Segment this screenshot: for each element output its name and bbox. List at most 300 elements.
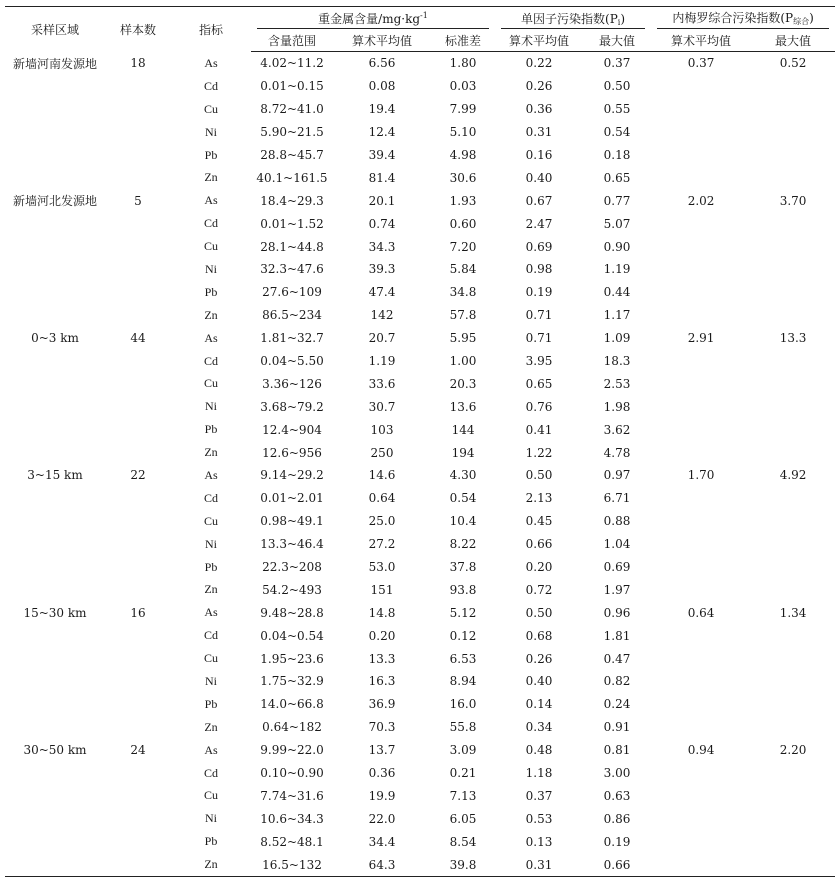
region-cell-empty	[5, 75, 105, 98]
table-row	[5, 556, 835, 579]
pi-max-cell: 0.44	[603, 285, 631, 300]
pi-max-cell: 0.96	[603, 605, 631, 620]
sample-count-cell-empty	[105, 510, 171, 533]
indicator-cell: As	[204, 330, 218, 345]
region-cell: 15~30 km	[23, 605, 87, 620]
std-cell: 1.00	[449, 354, 477, 369]
mean-cell: 25.0	[368, 514, 396, 529]
pi-max-cell: 1.81	[603, 628, 631, 643]
region-cell-empty	[5, 304, 105, 327]
p-mean-cell-empty	[651, 670, 751, 693]
header-indicator: 指标	[171, 7, 251, 52]
indicator-cell: Ni	[205, 261, 217, 276]
indicator-cell: Pb	[204, 422, 218, 437]
pi-mean-cell: 0.26	[525, 79, 553, 94]
region-cell-empty	[5, 693, 105, 716]
region-cell-empty	[5, 372, 105, 395]
pi-mean-cell: 0.41	[525, 422, 553, 437]
mean-cell: 13.7	[368, 743, 396, 758]
pi-mean-cell: 0.71	[525, 308, 553, 323]
table-row	[5, 693, 835, 716]
region-cell-empty	[5, 281, 105, 304]
region-cell-empty	[5, 807, 105, 830]
indicator-cell: Cu	[203, 376, 218, 391]
header-range: 含量范围	[251, 29, 333, 52]
p-mean-cell-empty	[651, 647, 751, 670]
std-cell: 1.93	[449, 193, 477, 208]
range-cell: 9.48~28.8	[260, 605, 324, 620]
table-row	[5, 670, 835, 693]
p-max-cell-empty	[751, 487, 835, 510]
p-max-cell: 13.3	[779, 331, 807, 346]
p-max-cell-empty	[751, 121, 835, 144]
indicator-cell: Pb	[204, 834, 218, 849]
mean-cell: 47.4	[368, 285, 396, 300]
p-max-cell: 4.92	[779, 468, 807, 483]
mean-cell: 0.20	[368, 628, 396, 643]
indicator-cell: Cd	[203, 353, 218, 368]
p-mean-cell-empty	[651, 624, 751, 647]
header-region: 采样区域	[5, 7, 105, 52]
table-row	[5, 327, 835, 350]
std-cell: 20.3	[449, 376, 477, 391]
pi-mean-cell: 0.20	[525, 560, 553, 575]
range-cell: 28.1~44.8	[260, 239, 324, 254]
mean-cell: 39.3	[368, 262, 396, 277]
region-cell-empty	[5, 624, 105, 647]
indicator-cell: As	[204, 467, 218, 482]
indicator-cell: Zn	[204, 307, 218, 322]
indicator-cell: Cd	[203, 628, 218, 643]
p-mean-cell-empty	[651, 785, 751, 808]
pi-max-cell: 0.37	[603, 56, 631, 71]
sample-count-cell-empty	[105, 762, 171, 785]
pi-mean-cell: 0.72	[525, 582, 553, 597]
std-cell: 1.80	[449, 56, 477, 71]
mean-cell: 22.0	[368, 811, 396, 826]
table-row	[5, 395, 835, 418]
pi-max-cell: 0.88	[603, 514, 631, 529]
mean-cell: 151	[370, 582, 394, 597]
pi-mean-cell: 0.34	[525, 720, 553, 735]
region-cell-empty	[5, 144, 105, 167]
region-cell-empty	[5, 762, 105, 785]
range-cell: 40.1~161.5	[256, 170, 328, 185]
mean-cell: 36.9	[368, 697, 396, 712]
indicator-cell: Zn	[204, 582, 218, 597]
range-cell: 1.81~32.7	[260, 331, 324, 346]
p-max-cell: 0.52	[779, 56, 807, 71]
range-cell: 5.90~21.5	[260, 125, 324, 140]
pi-max-cell: 0.82	[603, 674, 631, 689]
pi-mean-cell: 0.36	[525, 102, 553, 117]
indicator-cell: Ni	[205, 673, 217, 688]
p-max-cell-empty	[751, 510, 835, 533]
pi-max-cell: 0.50	[603, 79, 631, 94]
indicator-cell: As	[204, 55, 218, 70]
header-p-max: 最大值	[751, 29, 835, 52]
indicator-cell: Cu	[203, 513, 218, 528]
table-row	[5, 578, 835, 601]
pi-max-cell: 0.77	[603, 193, 631, 208]
p-mean-cell-empty	[651, 556, 751, 579]
header-pi-max: 最大值	[583, 29, 651, 52]
pi-mean-cell: 0.69	[525, 239, 553, 254]
range-cell: 1.75~32.9	[260, 674, 324, 689]
pi-max-cell: 0.81	[603, 743, 631, 758]
std-cell: 8.54	[449, 834, 477, 849]
header-std: 标准差	[431, 29, 495, 52]
indicator-cell: Zn	[204, 719, 218, 734]
table-row	[5, 601, 835, 624]
range-cell: 8.72~41.0	[260, 102, 324, 117]
p-max-cell-empty	[751, 670, 835, 693]
mean-cell: 70.3	[368, 720, 396, 735]
header-pi-mean: 算术平均值	[495, 29, 583, 52]
std-cell: 6.05	[449, 811, 477, 826]
table-row	[5, 258, 835, 281]
mean-cell: 16.3	[368, 674, 396, 689]
sample-count-cell-empty	[105, 853, 171, 876]
sample-count-cell-empty	[105, 258, 171, 281]
mean-cell: 53.0	[368, 560, 396, 575]
mean-cell: 64.3	[333, 853, 431, 876]
indicator-cell: Cu	[203, 651, 218, 666]
range-cell: 0.10~0.90	[260, 766, 324, 781]
mean-cell: 19.9	[368, 788, 396, 803]
mean-cell: 39.4	[368, 148, 396, 162]
range-cell: 12.6~956	[262, 445, 322, 460]
region-cell: 3~15 km	[27, 468, 83, 483]
region-cell-empty	[5, 647, 105, 670]
p-max-cell-empty	[751, 441, 835, 464]
std-cell: 55.8	[449, 720, 477, 735]
p-mean-cell: 2.91	[687, 331, 715, 346]
pi-mean-cell: 0.31	[525, 125, 553, 140]
sample-count-cell-empty	[105, 372, 171, 395]
content-group-unit-exp: -1	[420, 10, 428, 20]
pi-max-cell: 0.47	[603, 651, 631, 666]
table-row	[5, 441, 835, 464]
std-cell: 7.20	[449, 239, 477, 254]
p-mean-cell-empty	[651, 212, 751, 235]
pi-max-cell: 0.69	[603, 560, 631, 575]
sample-count-cell: 5	[134, 193, 142, 208]
range-cell: 8.52~48.1	[260, 834, 324, 849]
mean-cell: 0.74	[368, 216, 396, 231]
indicator-cell: As	[204, 193, 218, 208]
p-max-cell-empty	[751, 372, 835, 395]
p-mean-cell-empty	[651, 441, 751, 464]
std-cell: 144	[451, 422, 475, 437]
std-cell: 16.0	[449, 697, 477, 712]
sample-count-cell-empty	[105, 785, 171, 808]
pi-max-cell: 18.3	[603, 354, 631, 369]
pi-max-cell: 1.04	[603, 537, 631, 552]
sample-count-cell-empty	[105, 281, 171, 304]
pi-max-cell: 0.55	[603, 102, 631, 117]
range-cell: 54.2~493	[262, 582, 322, 597]
sample-count-cell-empty	[105, 830, 171, 853]
pi-max-cell: 2.53	[603, 376, 631, 391]
region-cell-empty	[5, 853, 105, 876]
pi-max-cell: 4.78	[603, 445, 631, 460]
range-cell: 12.4~904	[262, 422, 322, 437]
region-cell-empty	[5, 556, 105, 579]
region-cell-empty	[5, 395, 105, 418]
pi-mean-cell: 0.13	[525, 834, 553, 849]
p-max-cell-empty	[751, 785, 835, 808]
region-cell-empty	[5, 830, 105, 853]
sample-count-cell: 18	[130, 56, 146, 71]
sample-count-cell-empty	[105, 487, 171, 510]
indicator-cell: Cd	[203, 78, 218, 93]
sample-count-cell-empty	[105, 647, 171, 670]
sample-count-cell-empty	[105, 807, 171, 830]
std-cell: 10.4	[449, 514, 477, 529]
content-group-label: 重金属含量/mg·kg	[318, 11, 421, 26]
pi-max-cell: 1.09	[603, 331, 631, 346]
p-max-cell-empty	[751, 395, 835, 418]
p-max-cell: 1.34	[779, 605, 807, 620]
nemerow-group-label: 内梅罗综合污染指数(P	[672, 11, 794, 25]
p-mean-cell-empty	[651, 235, 751, 258]
pi-max-cell: 0.18	[603, 148, 631, 162]
mean-cell: 142	[370, 308, 394, 323]
mean-cell: 30.7	[368, 399, 396, 414]
std-cell: 8.22	[449, 537, 477, 552]
table-row	[5, 762, 835, 785]
pi-mean-cell: 3.95	[525, 354, 553, 369]
pi-mean-cell: 0.53	[525, 811, 553, 826]
std-cell: 7.13	[449, 788, 477, 803]
pi-mean-cell: 0.45	[525, 514, 553, 529]
p-max-cell-empty	[751, 807, 835, 830]
range-cell: 0.01~1.52	[260, 216, 324, 231]
p-mean-cell-empty	[651, 304, 751, 327]
indicator-cell: Pb	[204, 696, 218, 711]
std-cell: 30.6	[449, 170, 477, 185]
p-mean-cell-empty	[651, 487, 751, 510]
pi-max-cell: 0.86	[603, 811, 631, 826]
sample-count-cell-empty	[105, 556, 171, 579]
mean-cell: 14.8	[368, 605, 396, 620]
std-cell: 4.98	[449, 148, 477, 162]
table-row	[5, 304, 835, 327]
p-mean-cell: 1.70	[687, 468, 715, 483]
mean-cell: 34.4	[368, 834, 396, 849]
indicator-cell: Cd	[203, 765, 218, 780]
range-cell: 0.01~2.01	[260, 491, 324, 506]
pi-max-cell: 0.65	[603, 170, 631, 185]
region-cell-empty	[5, 578, 105, 601]
range-cell: 13.3~46.4	[260, 537, 324, 552]
pi-max-cell: 0.66	[583, 853, 651, 876]
p-max-cell-empty	[751, 853, 835, 876]
table-row	[5, 624, 835, 647]
std-cell: 7.99	[449, 102, 477, 117]
range-cell: 0.64~182	[262, 720, 322, 735]
p-mean-cell-empty	[651, 98, 751, 121]
table-row	[5, 464, 835, 487]
p-max-cell: 3.70	[779, 193, 807, 208]
table-row	[5, 487, 835, 510]
std-cell: 34.8	[449, 285, 477, 300]
pi-max-cell: 1.98	[603, 399, 631, 414]
region-cell-empty	[5, 441, 105, 464]
pi-max-cell: 1.19	[603, 262, 631, 277]
pi-max-cell: 1.97	[603, 582, 631, 597]
region-cell-empty	[5, 510, 105, 533]
std-cell: 5.12	[449, 605, 477, 620]
indicator-cell: As	[204, 605, 218, 620]
p-mean-cell: 0.37	[687, 56, 715, 71]
pi-max-cell: 1.17	[603, 308, 631, 323]
pi-mean-cell: 1.22	[525, 445, 553, 460]
mean-cell: 6.56	[368, 56, 396, 71]
single-group-end: )	[620, 11, 626, 26]
sample-count-cell-empty	[105, 418, 171, 441]
pi-mean-cell: 0.71	[525, 331, 553, 346]
range-cell: 10.6~34.3	[260, 811, 324, 826]
nemerow-group-end: )	[809, 11, 814, 25]
mean-cell: 0.36	[368, 766, 396, 781]
region-cell-empty	[5, 350, 105, 373]
p-max-cell-empty	[751, 144, 835, 167]
range-cell: 18.4~29.3	[260, 193, 324, 208]
p-mean-cell-empty	[651, 533, 751, 556]
range-cell: 28.8~45.7	[260, 148, 324, 162]
std-cell: 4.30	[449, 468, 477, 483]
std-cell: 3.09	[449, 743, 477, 758]
mean-cell: 27.2	[368, 537, 396, 552]
mean-cell: 250	[370, 445, 394, 460]
sample-count-cell-empty	[105, 441, 171, 464]
indicator-cell: Cu	[203, 788, 218, 803]
table-row	[5, 372, 835, 395]
sample-count-cell-empty	[105, 304, 171, 327]
mean-cell: 0.64	[368, 491, 396, 506]
indicator-cell: Ni	[205, 124, 217, 139]
p-mean-cell-empty	[651, 418, 751, 441]
std-cell: 93.8	[449, 582, 477, 597]
range-cell: 22.3~208	[262, 560, 322, 575]
sample-count-cell: 44	[130, 331, 146, 346]
region-cell: 0~3 km	[31, 331, 79, 346]
range-cell: 9.99~22.0	[260, 743, 324, 758]
std-cell: 5.95	[449, 331, 477, 346]
p-mean-cell-empty	[651, 166, 751, 189]
std-cell: 8.94	[449, 674, 477, 689]
pi-mean-cell: 0.37	[525, 788, 553, 803]
region-cell-empty	[5, 418, 105, 441]
std-cell: 37.8	[449, 560, 477, 575]
p-max-cell-empty	[751, 75, 835, 98]
table-row	[5, 52, 835, 75]
std-cell: 5.10	[449, 125, 477, 140]
range-cell: 14.0~66.8	[260, 697, 324, 712]
p-mean-cell-empty	[651, 281, 751, 304]
p-mean-cell-empty	[651, 144, 751, 167]
table-row	[5, 807, 835, 830]
p-max-cell-empty	[751, 350, 835, 373]
region-cell-empty	[5, 166, 105, 189]
region-cell-empty	[5, 716, 105, 739]
pi-max-cell: 0.63	[603, 788, 631, 803]
pi-mean-cell: 0.40	[525, 674, 553, 689]
region-cell-empty	[5, 533, 105, 556]
pi-mean-cell: 0.48	[525, 743, 553, 758]
header-mean: 算术平均值	[333, 29, 431, 52]
table-row	[5, 716, 835, 739]
table-row	[5, 212, 835, 235]
region-cell-empty	[5, 258, 105, 281]
mean-cell: 12.4	[368, 125, 396, 140]
p-max-cell-empty	[751, 556, 835, 579]
std-cell: 0.21	[449, 766, 477, 781]
mean-cell: 20.7	[368, 331, 396, 346]
mean-cell: 20.1	[368, 193, 396, 208]
indicator-cell: Ni	[205, 399, 217, 414]
indicator-cell: Pb	[204, 147, 218, 162]
p-max-cell: 2.20	[779, 743, 807, 758]
std-cell: 194	[451, 445, 475, 460]
p-max-cell-empty	[751, 304, 835, 327]
p-mean-cell-empty	[651, 258, 751, 281]
table-row	[5, 533, 835, 556]
p-max-cell-empty	[751, 647, 835, 670]
region-cell-empty	[5, 785, 105, 808]
pi-mean-cell: 0.68	[525, 628, 553, 643]
region-cell-empty	[5, 670, 105, 693]
table-row	[5, 853, 835, 876]
p-max-cell-empty	[751, 98, 835, 121]
range-cell: 4.02~11.2	[260, 56, 324, 71]
std-cell: 0.60	[449, 216, 477, 231]
sample-count-cell-empty	[105, 350, 171, 373]
heavy-metal-table	[5, 6, 835, 877]
std-cell: 0.03	[449, 79, 477, 94]
p-mean-cell: 0.64	[687, 605, 715, 620]
indicator-cell: Zn	[204, 170, 218, 185]
indicator-cell: Cd	[203, 216, 218, 231]
mean-cell: 19.4	[368, 102, 396, 117]
region-cell-empty	[5, 212, 105, 235]
table-row	[5, 830, 835, 853]
mean-cell: 81.4	[368, 170, 396, 185]
sample-count-cell: 24	[130, 743, 146, 758]
std-cell: 0.54	[449, 491, 477, 506]
header-single-factor-group	[495, 7, 651, 30]
p-max-cell-empty	[751, 235, 835, 258]
pi-max-cell: 0.97	[603, 468, 631, 483]
table-row	[5, 785, 835, 808]
p-max-cell-empty	[751, 212, 835, 235]
indicator-cell: Cd	[203, 490, 218, 505]
range-cell: 3.36~126	[262, 376, 322, 391]
sample-count-cell-empty	[105, 578, 171, 601]
range-cell: 7.74~31.6	[260, 788, 324, 803]
sample-count-cell-empty	[105, 395, 171, 418]
indicator-cell: Zn	[204, 445, 218, 460]
range-cell: 32.3~47.6	[260, 262, 324, 277]
pi-mean-cell: 2.47	[525, 216, 553, 231]
pi-mean-cell: 0.16	[525, 148, 553, 162]
region-cell-empty	[5, 235, 105, 258]
table-row	[5, 189, 835, 212]
pi-mean-cell: 0.66	[525, 537, 553, 552]
header-nemerow-group	[651, 7, 835, 30]
